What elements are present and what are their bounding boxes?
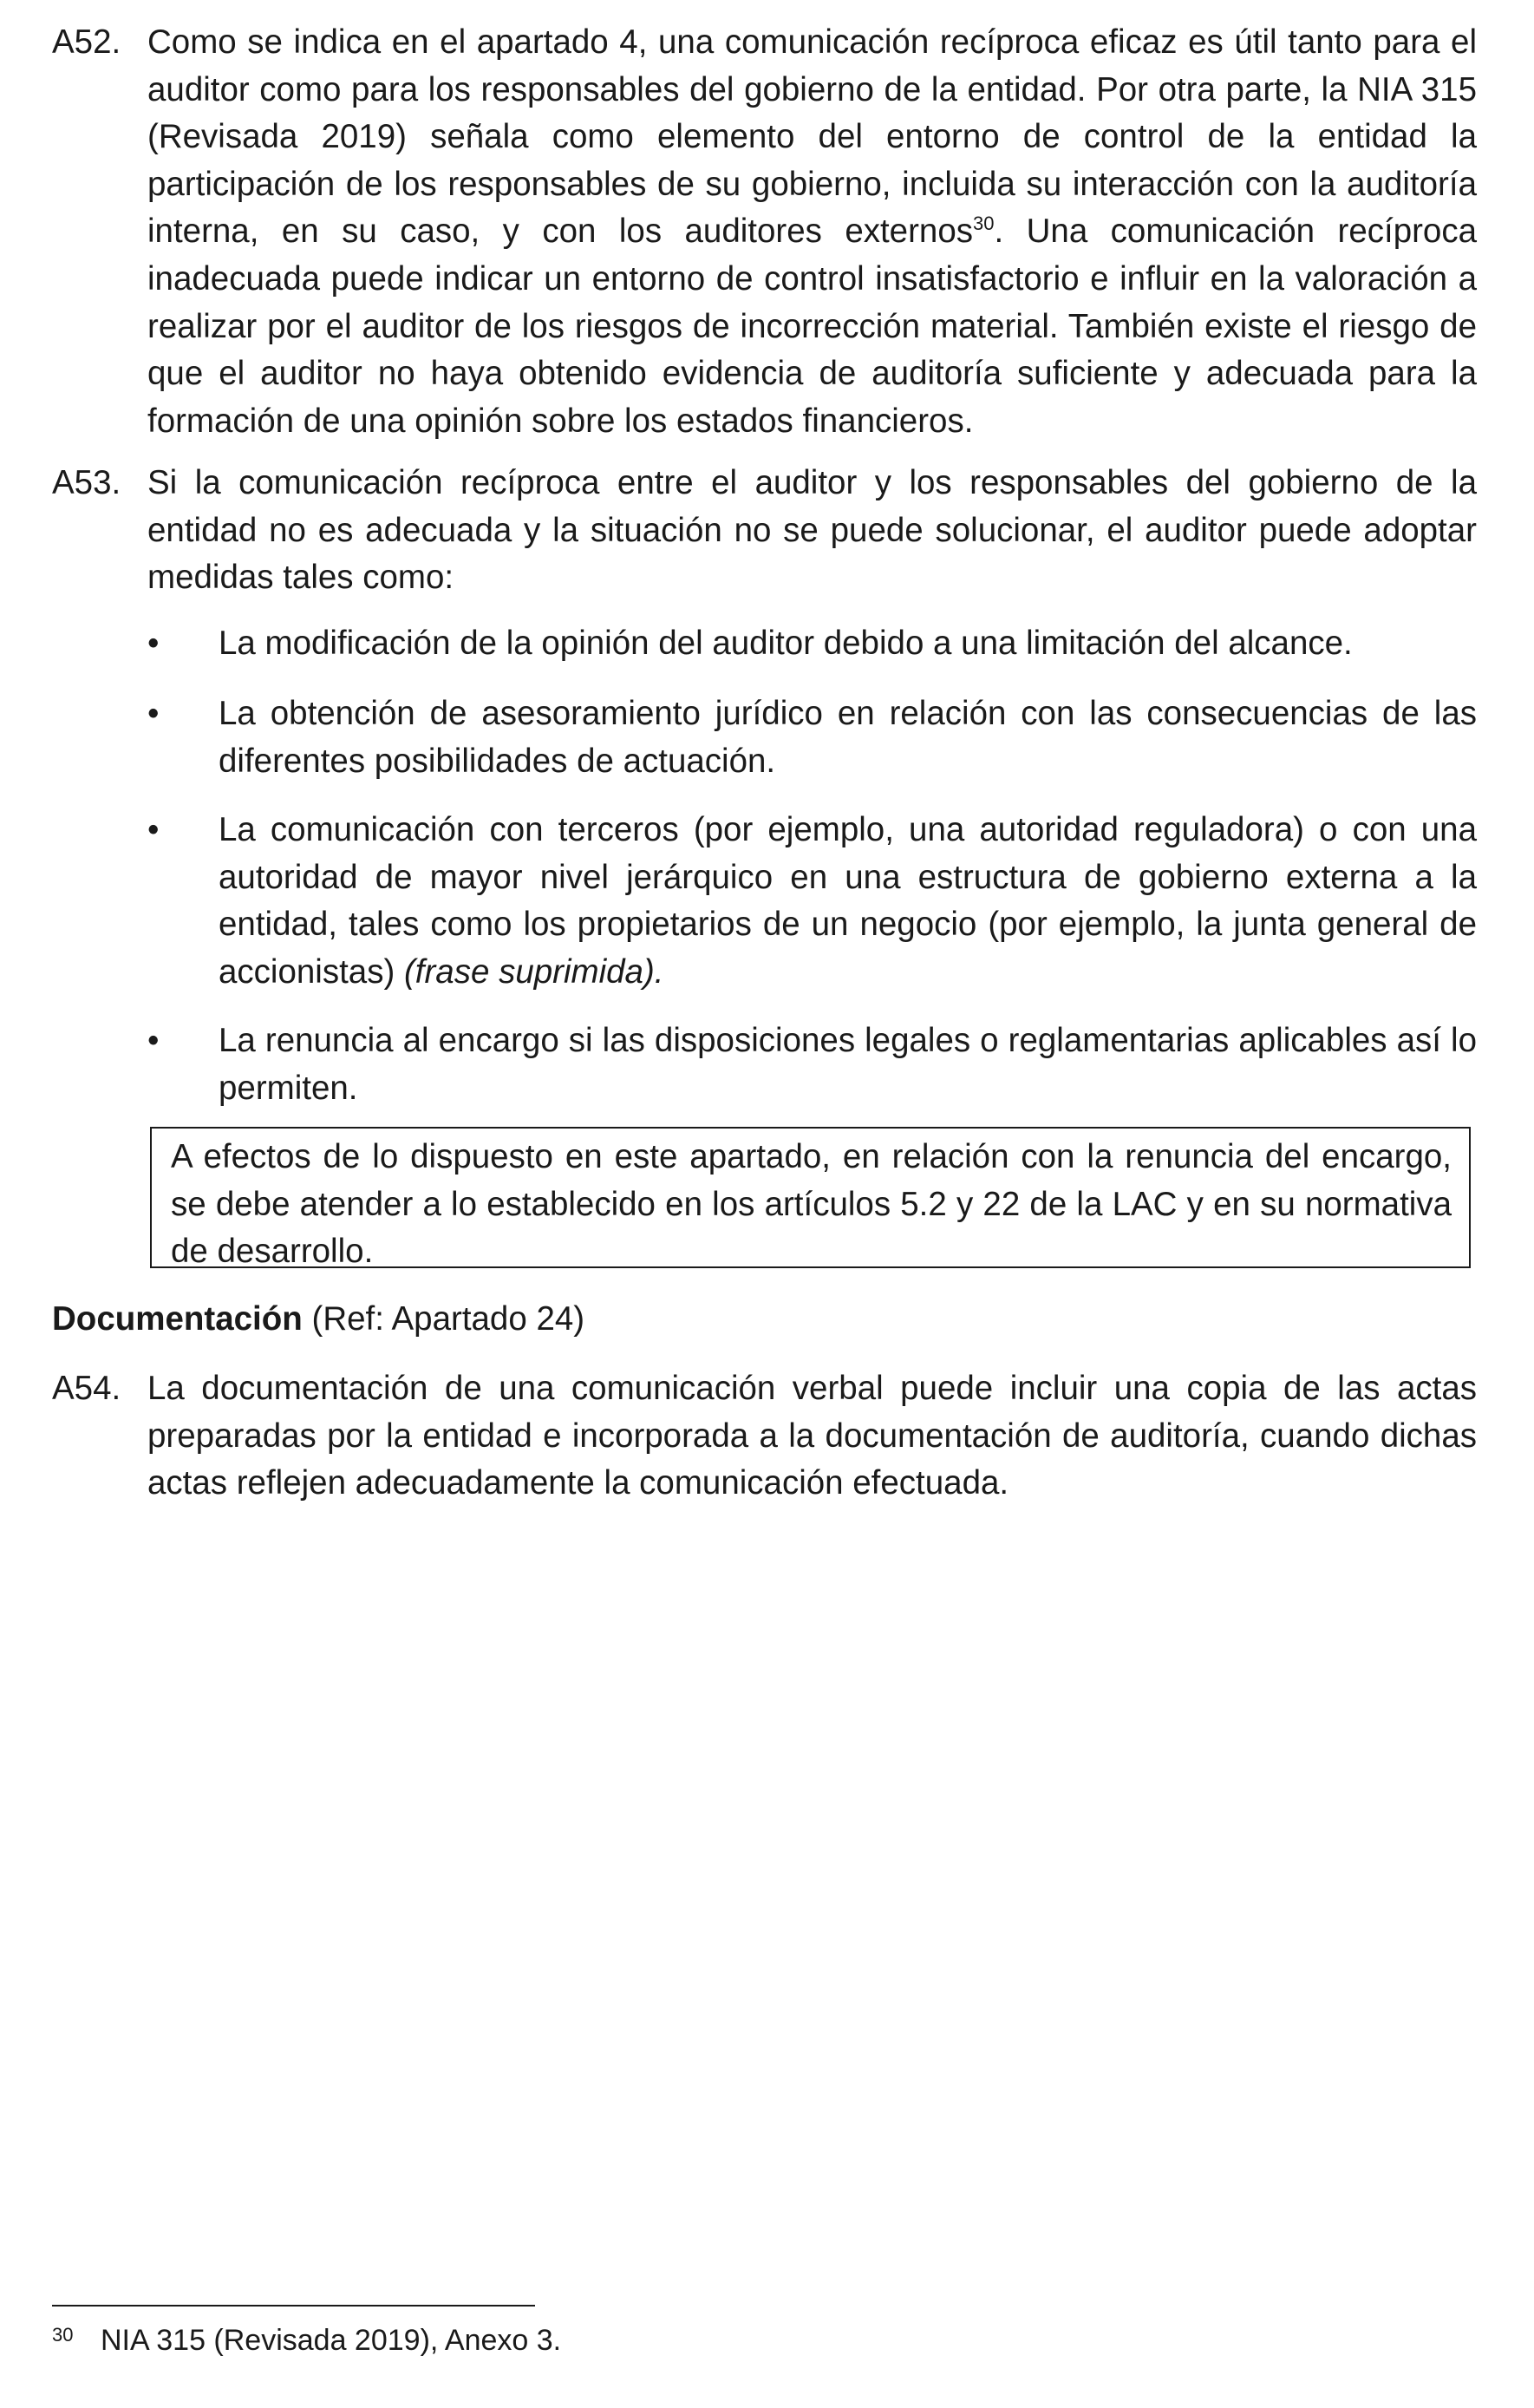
footnote-text: NIA 315 (Revisada 2019), Anexo 3. — [101, 2324, 562, 2357]
paragraph-number: A52. — [52, 23, 121, 61]
paragraph-a52 — [52, 19, 1477, 445]
paragraph-number: A53. — [52, 464, 121, 501]
bullet-text: La modificación de la opinión del auditor debido a una limitación del alcance. — [219, 625, 1353, 662]
footnote — [52, 2320, 1477, 2360]
bullet-item — [147, 1018, 1477, 1112]
section-heading — [52, 1296, 1477, 1344]
paragraph-text-part: Como se indica en el apartado 4, una comunicación recíproca eficaz es útil tanto para el auditor como para los responsables del gobierno de la entidad. Por otra parte, la NIA 315 (Revisada 2019) señala como elemento del entorno de control de la entidad la participación de los responsables de su gobierno, incluida su interacción con la auditoría interna, en su caso, y con los auditores externos — [147, 23, 1477, 251]
bullet-item — [147, 690, 1477, 785]
boxed-note: A efectos de lo dispuesto en este apartado, en relación con la renuncia del encargo, se debe atender a lo establecido en los artículos 5.2 y 22 de la LAC y en su normativa de desarrollo. — [150, 1127, 1471, 1268]
paragraph-text: La documentación de una comunicación verbal puede incluir una copia de las actas preparadas por la entidad e incorporada a la documentación de auditoría, cuando dichas actas reflejen adecuadamente la comunicación efectuada. — [147, 1370, 1477, 1502]
footnote-separator — [52, 2305, 535, 2307]
paragraph-a53 — [52, 460, 1477, 602]
paragraph-a54 — [52, 1365, 1477, 1508]
paragraph-text-part: . Una comunicación recíproca inadecuada puede indicar un entorno de control insatisfactorio e influir en la valoración a realizar por el auditor de los riesgos de incorrección material. También existe el riesgo de que el auditor no haya obtenido evidencia de auditoría suficiente y adecuada para la formación de una opinión sobre los estados financieros. — [147, 213, 1477, 440]
paragraph-text — [147, 19, 1477, 445]
bullet-text-part: La comunicación con terceros (por ejemplo, una autoridad reguladora) o con una autoridad de mayor nivel jerárquico en una estructura de gobierno externa a la entidad, tales como los propietarios de un negocio (por ejemplo, la junta general de accionistas) — [219, 811, 1477, 991]
bullet-icon: • — [147, 811, 160, 848]
bullet-text — [219, 807, 1477, 996]
footnote-reference[interactable]: 30 — [973, 213, 995, 235]
bullet-item — [147, 807, 1477, 996]
bullet-icon: • — [147, 625, 160, 662]
bullet-text: La renuncia al encargo si las disposiciones legales o reglamentarias aplicables así lo permiten. — [219, 1022, 1477, 1107]
section-title: Documentación — [52, 1300, 303, 1338]
footnote-number: 30 — [52, 2324, 74, 2346]
bullet-text-italic: (frase suprimida). — [403, 952, 664, 991]
section-reference: (Ref: Apartado 24) — [302, 1300, 585, 1338]
bullet-item — [147, 620, 1477, 668]
bullet-icon: • — [147, 1022, 160, 1059]
bullet-text: La obtención de asesoramiento jurídico en relación con las consecuencias de las diferentes posibilidades de actuación. — [219, 695, 1477, 780]
bullet-icon: • — [147, 695, 160, 732]
paragraph-text: Si la comunicación recíproca entre el auditor y los responsables del gobierno de la entidad no es adecuada y la situación no se puede solucionar, el auditor puede adoptar medidas tales como: — [147, 464, 1477, 597]
paragraph-number: A54. — [52, 1370, 121, 1407]
